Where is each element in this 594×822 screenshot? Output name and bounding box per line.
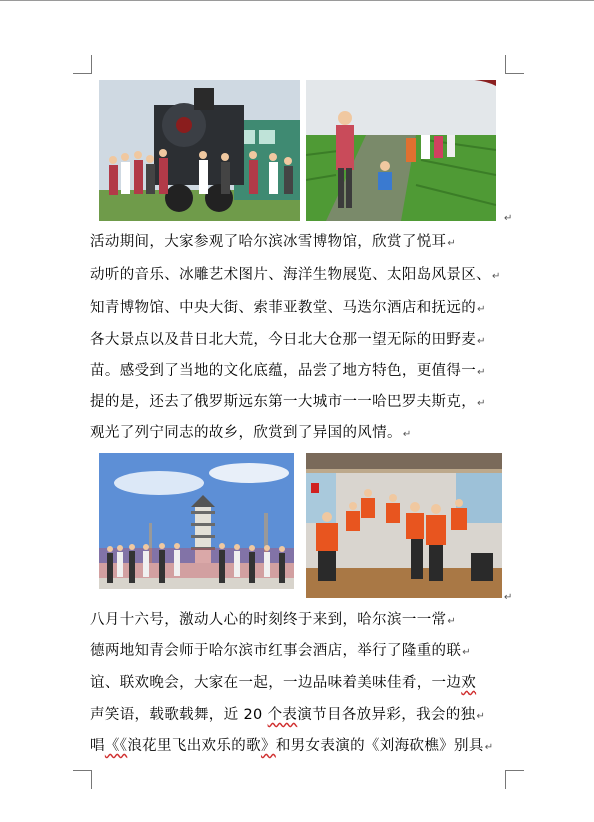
- paragraph-line: 谊、联欢晚会，大家在一起，一边品味着美味佳肴，一边欢: [90, 675, 477, 691]
- paragraph-line: 活动期间，大家参观了哈尔滨冰雪博物馆，欣赏了悦耳↵: [90, 234, 457, 250]
- spelling-flag: 个表: [267, 707, 298, 723]
- paragraph-line: 各大景点以及昔日北大荒，今日北大仓那一望无际的田野麦↵: [90, 332, 486, 348]
- paragraph-line: 唱《《浪花里飞出欢乐的歌》和男女表演的《刘海砍樵》别具↵: [90, 738, 494, 754]
- page-corner-mark-bottom-left: [73, 770, 92, 789]
- paragraph-line: 苗。感受到了当地的文化底蕴，品尝了地方特色，更值得一↵: [90, 363, 486, 379]
- paragraph-mark: ↵: [504, 213, 513, 224]
- paragraph-line: 观光了列宁同志的故乡，欣赏到了异国的风情。↵: [90, 425, 412, 441]
- photo-wheat-field: [306, 80, 496, 221]
- photo-pagoda-group: [99, 453, 294, 589]
- page-corner-mark-top-right: [505, 55, 524, 74]
- page-corner-mark-bottom-right: [505, 770, 524, 789]
- photo-steam-locomotive: [99, 80, 300, 221]
- spelling-flag: 》: [260, 738, 276, 754]
- page-corner-mark-top-left: [73, 55, 92, 74]
- paragraph-line: 声笑语，载歌载舞，近 20 个表演节目各放异彩，我会的独↵: [90, 707, 486, 723]
- paragraph-mark: ↵: [504, 592, 513, 603]
- paragraph-line: 提的是，还去了俄罗斯远东第一大城市一一哈巴罗夫斯克，↵: [90, 394, 486, 410]
- paragraph-line: 动听的音乐、冰雕艺术图片、海洋生物展览、太阳岛风景区、↵: [90, 267, 501, 283]
- spelling-flag: 《《: [104, 738, 128, 754]
- photo-boat-group: [306, 453, 502, 598]
- paragraph-line: 八月十六号，激动人心的时刻终于来到，哈尔滨一一常↵: [90, 612, 457, 628]
- paragraph-line: 知青博物馆、中央大街、索菲亚教堂、马迭尔酒店和抚远的↵: [90, 300, 486, 316]
- spelling-flag: 欢: [461, 675, 477, 691]
- paragraph-line: 德两地知青会师于哈尔滨市红事会酒店，举行了隆重的联↵: [90, 643, 471, 659]
- window-top-border: [0, 0, 594, 1]
